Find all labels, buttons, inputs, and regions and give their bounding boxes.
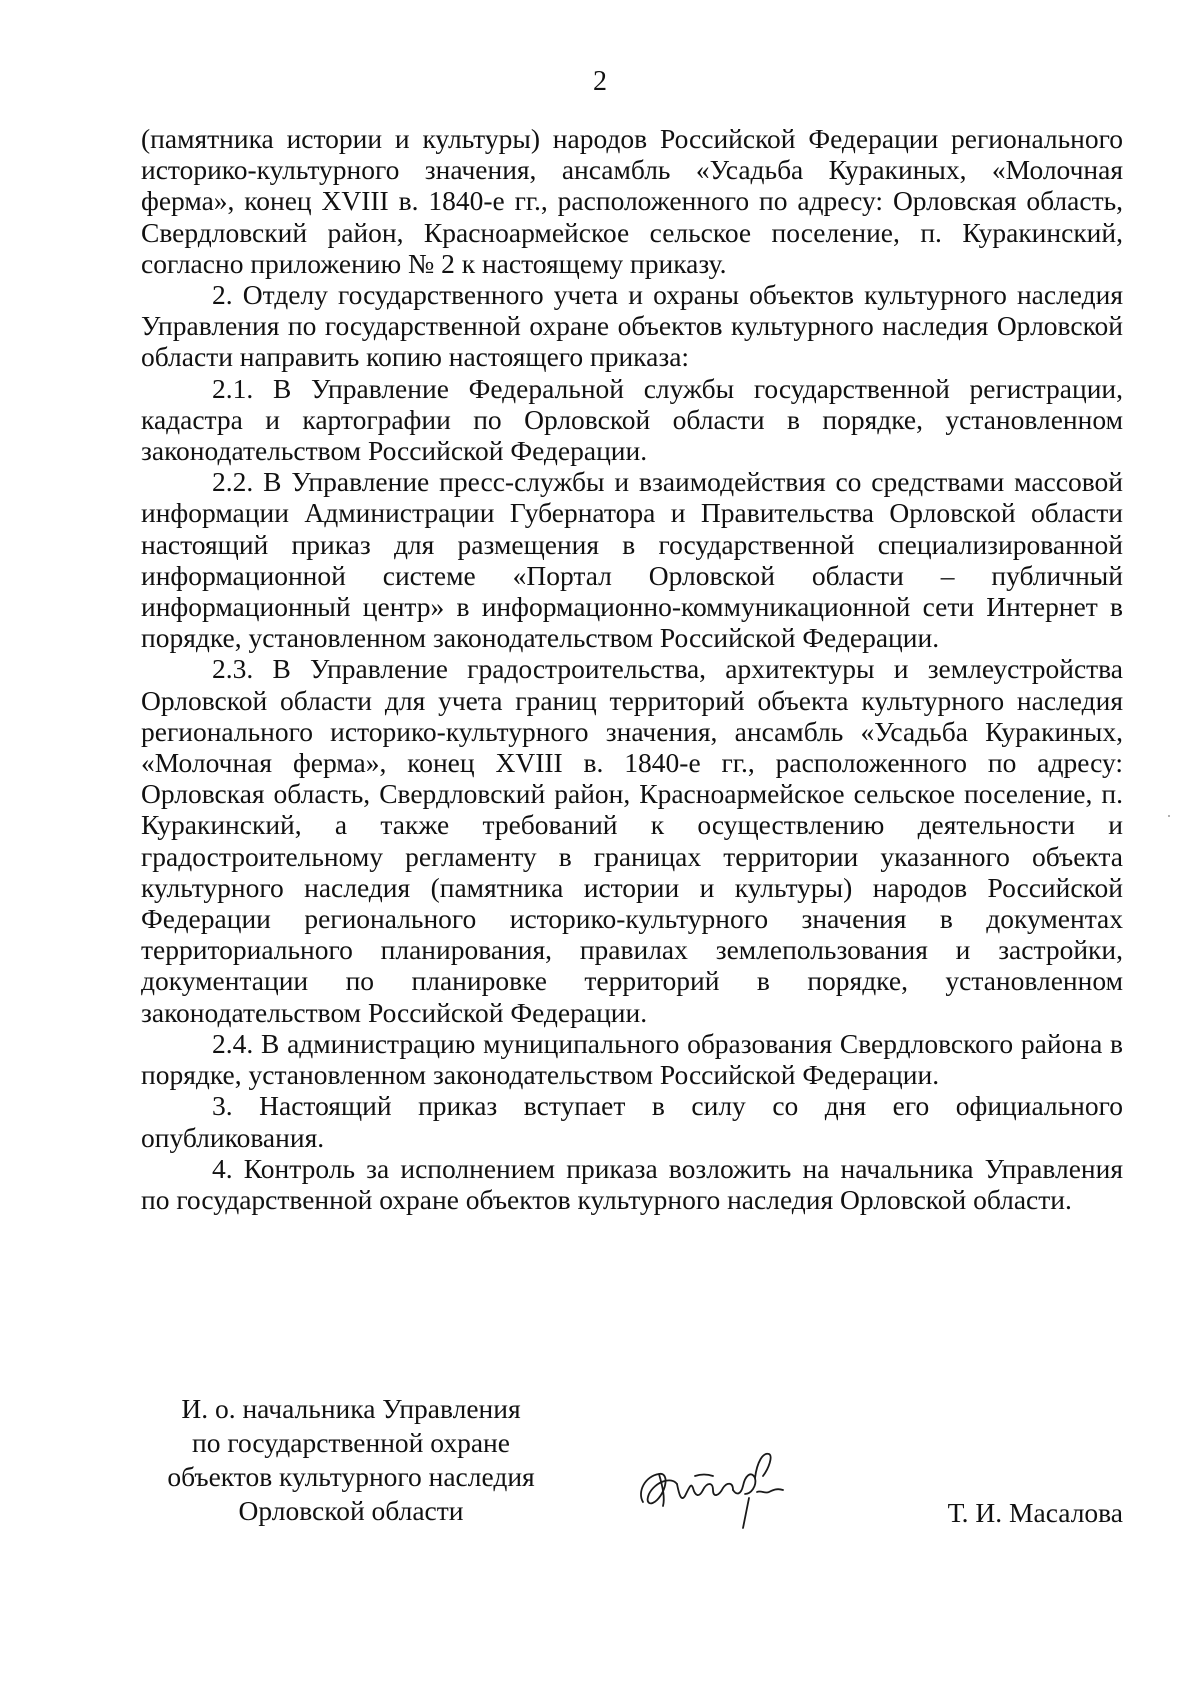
paragraph-item-2-2: 2.2. В Управление пресс-службы и взаимодействия со средствами массовой информации Администрации Губернатора и Правительства Орловской области настоящий приказ для размещения в государственной специализированной информационной системе «Портал Орловской области – публичный информационный центр» в информационно-коммуникационной сети Интернет в порядке, установленном законодательством Российской Федерации. bbox=[141, 466, 1123, 654]
paragraph-item-2-3: 2.3. В Управление градостроительства, архитектуры и землеустройства Орловской области для учета границ территорий объекта культурного наследия регионального историко-культурного значения, ансамбль «Усадьба Куракиных, «Молочная ферма», конец XVIII в. 1840-е гг., расположенного по адресу: Орловская область, Свердловский район, Красноармейское сельское поселение, п. Куракинский, а также требований к осуществлению деятельности и градостроительному регламенту в границах территории указанного объекта культурного наследия (памятника истории и культуры) народов Российской Федерации регионального историко-культурного значения в документах территориального планирования, правилах землепользования и застройки, документации по планировке территорий в порядке, установленном законодательством Российской Федерации. bbox=[141, 653, 1123, 1028]
paragraph-continuation: (памятника истории и культуры) народов Российской Федерации регионального историко-культурного значения, ансамбль «Усадьба Куракиных, «Молочная ферма», конец XVIII в. 1840-е гг., расположенного по адресу: Орловская область, Свердловский район, Красноармейское сельское поселение, п. Куракинский, согласно приложению № 2 к настоящему приказу. bbox=[141, 123, 1123, 279]
signer-title bbox=[141, 1392, 561, 1528]
paragraph-item-3: 3. Настоящий приказ вступает в силу со дня его официального опубликования. bbox=[141, 1090, 1123, 1153]
signer-title-line: И. о. начальника Управления bbox=[181, 1393, 521, 1424]
paragraph-item-2: 2. Отделу государственного учета и охраны объектов культурного наследия Управления по государственной охране объектов культурного наследия Орловской области направить копию настоящего приказа: bbox=[141, 279, 1123, 373]
signer-title-line: объектов культурного наследия bbox=[167, 1461, 535, 1492]
page-number: 2 bbox=[593, 66, 607, 97]
signer-name: Т. И. Масалова bbox=[947, 1497, 1123, 1528]
paragraph-item-2-1: 2.1. В Управление Федеральной службы государственной регистрации, кадастра и картографии по Орловской области в порядке, установленном законодательством Российской Федерации. bbox=[141, 372, 1123, 467]
handwritten-signature-icon bbox=[629, 1432, 799, 1532]
paragraph-item-2-4: 2.4. В администрацию муниципального образования Свердловского района в порядке, установленном законодательством Российской Федерации. bbox=[141, 1027, 1123, 1091]
scan-speck bbox=[1168, 815, 1170, 817]
document-body bbox=[141, 123, 1123, 1215]
signer-title-line: Орловской области bbox=[238, 1495, 464, 1526]
signer-title-line: по государственной охране bbox=[192, 1427, 510, 1458]
signature-block bbox=[141, 1392, 1123, 1532]
paragraph-item-4: 4. Контроль за исполнением приказа возложить на начальника Управления по государственной охране объектов культурного наследия Орловской области. bbox=[141, 1152, 1123, 1215]
